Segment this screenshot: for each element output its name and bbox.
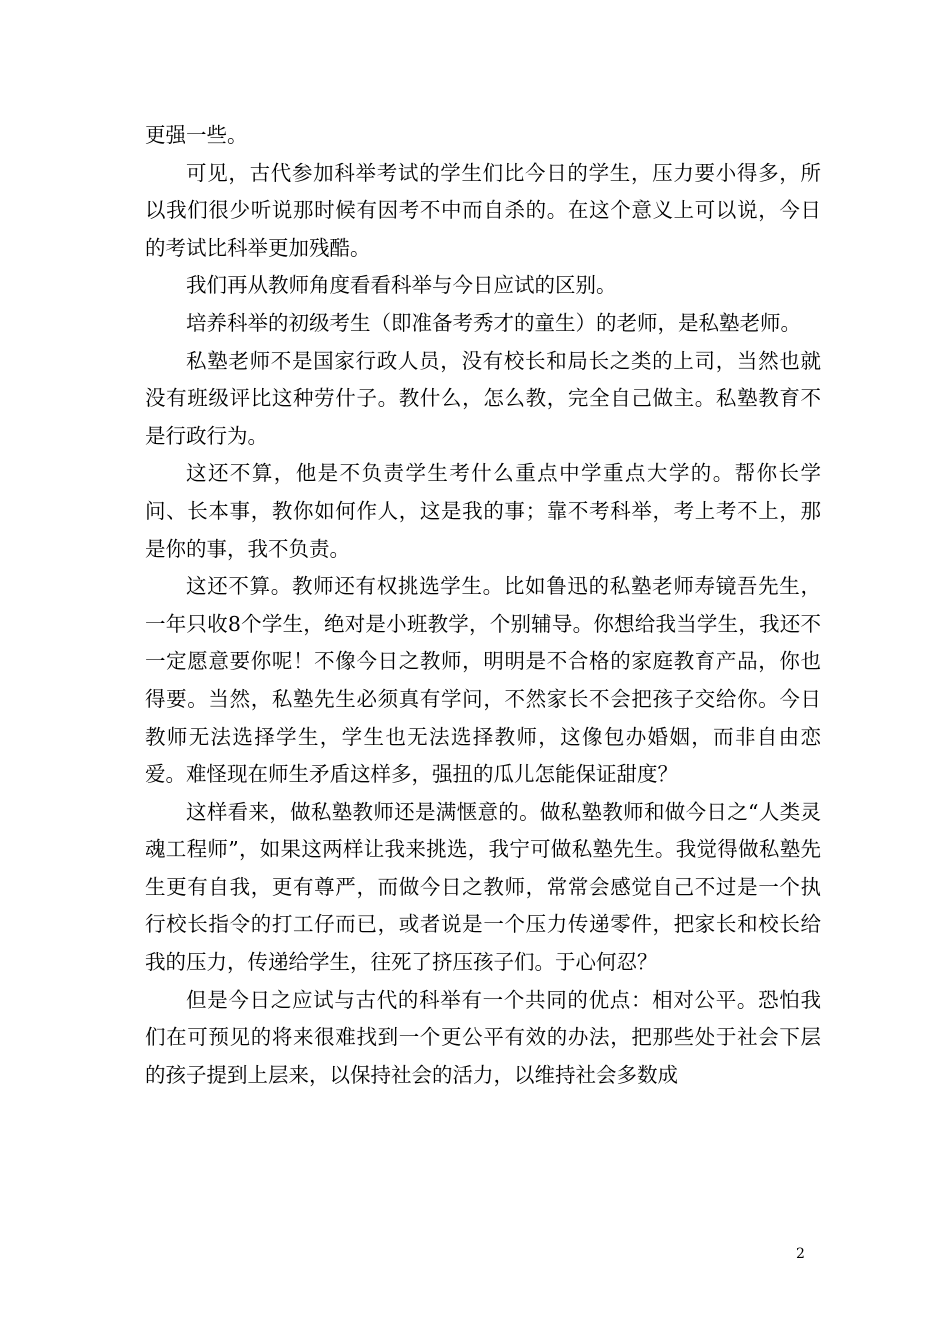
paragraph-9: 但是今日之应试与古代的科举有一个共同的优点：相对公平。恐怕我们在可预见的将来很难找到一个更公平有效的办法，把那些处于社会下层的孩子提到上层来，以保持社会的活力，以维持社会多数成 [145,987,821,1087]
page-number: 2 [796,1246,805,1262]
body-text [145,117,821,1094]
paragraph-5: 私塾老师不是国家行政人员，没有校长和局长之类的上司，当然也就没有班级评比这种劳什子。教什么，怎么教，完全自己做主。私塾教育不是行政行为。 [145,348,821,448]
paragraph-3: 我们再从教师角度看看科举与今日应试的区别。 [186,273,617,298]
paragraph-7: 这还不算。教师还有权挑选学生。比如鲁迅的私塾老师寿镜吾先生，一年只收8个学生，绝对是小班教学，个别辅导。你想给我当学生，我还不一定愿意要你呢！不像今日之教师，明明是不合格的家庭教育产品，你也得要。当然，私塾先生必须真有学问，不然家长不会把孩子交给你。今日教师无法选择学生，学生也无法选择教师，这像包办婚姻，而非自由恋爱。难怪现在师生矛盾这样多，强扭的瓜儿怎能保证甜度？ [145,574,821,787]
paragraph-1: 更强一些。 [145,123,248,147]
paragraph-2: 可见，古代参加科举考试的学生们比今日的学生，压力要小得多，所以我们很少听说那时候有因考不中而自杀的。在这个意义上可以说，今日的考试比科举更加残酷。 [145,160,821,260]
paragraph-8: 这样看来，做私塾教师还是满惬意的。做私塾教师和做今日之“人类灵魂工程师”，如果这两样让我来挑选，我宁可做私塾先生。我觉得做私塾先生更有自我，更有尊严，而做今日之教师，常常会感觉自己不过是一个执行校长指令的打工仔而已，或者说是一个压力传递零件，把家长和校长给我的压力，传递给学生，往死了挤压孩子们。于心何忍？ [145,799,821,975]
paragraph-6: 这还不算，他是不负责学生考什么重点中学重点大学的。帮你长学问、长本事，教你如何作人，这是我的事；靠不考科举，考上考不上，那是你的事，我不负责。 [145,461,821,561]
paragraph-4: 培养科举的初级考生（即准备考秀才的童生）的老师，是私塾老师。 [186,310,801,335]
